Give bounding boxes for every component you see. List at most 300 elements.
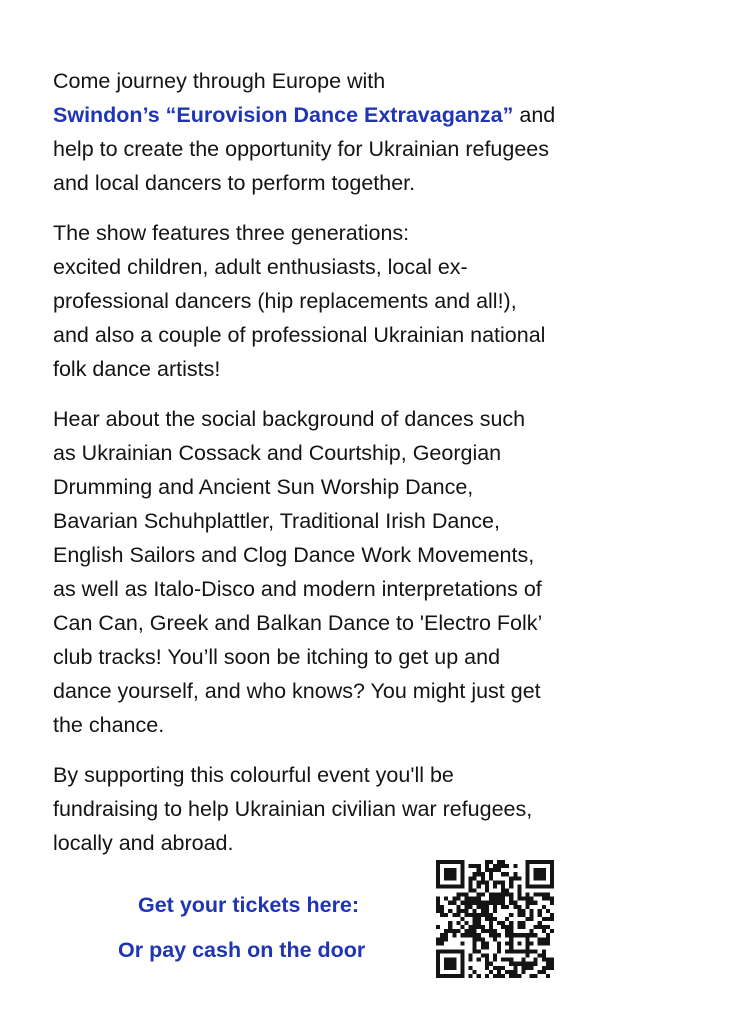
qr-module bbox=[509, 958, 513, 962]
qr-module bbox=[550, 897, 554, 901]
qr-module bbox=[485, 958, 489, 962]
qr-module bbox=[469, 933, 473, 937]
qr-module bbox=[448, 962, 452, 966]
qr-module bbox=[452, 860, 456, 864]
qr-module bbox=[464, 921, 468, 925]
qr-module bbox=[440, 933, 444, 937]
qr-module bbox=[505, 905, 509, 909]
qr-module bbox=[517, 909, 521, 913]
text-line: and also a couple of professional Ukrainian national bbox=[53, 323, 546, 347]
intro-paragraph bbox=[53, 64, 703, 200]
qr-module bbox=[473, 970, 477, 974]
qr-module bbox=[526, 945, 530, 949]
qr-module bbox=[526, 917, 530, 921]
qr-module bbox=[460, 958, 464, 962]
qr-module bbox=[517, 884, 521, 888]
qr-module bbox=[542, 950, 546, 954]
qr-module bbox=[448, 876, 452, 880]
qr-module bbox=[513, 901, 517, 905]
text-line: help to create the opportunity for Ukrainian refugees bbox=[53, 137, 549, 161]
qr-module bbox=[521, 921, 525, 925]
qr-module bbox=[469, 884, 473, 888]
qr-module bbox=[477, 872, 481, 876]
qr-module bbox=[473, 925, 477, 929]
qr-module bbox=[440, 909, 444, 913]
qr-module bbox=[534, 974, 538, 978]
qr-module bbox=[497, 868, 501, 872]
qr-module bbox=[534, 893, 538, 897]
qr-module bbox=[538, 925, 542, 929]
qr-module bbox=[460, 893, 464, 897]
qr-module bbox=[485, 909, 489, 913]
qr-module bbox=[526, 901, 530, 905]
qr-module bbox=[469, 897, 473, 901]
qr-module bbox=[530, 941, 534, 945]
qr-module bbox=[481, 876, 485, 880]
qr-module bbox=[448, 921, 452, 925]
qr-module bbox=[530, 974, 534, 978]
qr-module bbox=[493, 909, 497, 913]
qr-module bbox=[526, 864, 530, 868]
qr-module bbox=[526, 941, 530, 945]
qr-module bbox=[530, 966, 534, 970]
qr-module bbox=[505, 929, 509, 933]
qr-module bbox=[485, 929, 489, 933]
qr-module bbox=[550, 872, 554, 876]
qr-module bbox=[493, 901, 497, 905]
qr-module bbox=[509, 937, 513, 941]
qr-module bbox=[538, 884, 542, 888]
qr-module bbox=[542, 929, 546, 933]
qr-module bbox=[436, 941, 440, 945]
qr-module bbox=[505, 917, 509, 921]
qr-module bbox=[473, 929, 477, 933]
qr-module bbox=[509, 925, 513, 929]
qr-module bbox=[489, 925, 493, 929]
qr-module bbox=[456, 913, 460, 917]
qr-module bbox=[542, 970, 546, 974]
qr-module bbox=[436, 950, 440, 954]
qr-module bbox=[526, 933, 530, 937]
qr-module bbox=[546, 941, 550, 945]
qr-module bbox=[485, 966, 489, 970]
text-line: excited children, adult enthusiasts, local ex- bbox=[53, 255, 468, 279]
qr-module bbox=[477, 913, 481, 917]
qr-module bbox=[546, 933, 550, 937]
qr-module bbox=[444, 913, 448, 917]
qr-module bbox=[448, 884, 452, 888]
qr-module bbox=[526, 905, 530, 909]
qr-module bbox=[505, 933, 509, 937]
qr-module bbox=[538, 913, 542, 917]
qr-module bbox=[505, 888, 509, 892]
qr-module bbox=[485, 962, 489, 966]
qr-module bbox=[501, 925, 505, 929]
text-line: By supporting this colourful event you'll be bbox=[53, 763, 454, 787]
qr-module bbox=[477, 893, 481, 897]
qr-module bbox=[489, 876, 493, 880]
qr-module bbox=[521, 970, 525, 974]
qr-module bbox=[436, 925, 440, 929]
qr-module bbox=[473, 913, 477, 917]
qr-module bbox=[444, 962, 448, 966]
qr-module bbox=[501, 905, 505, 909]
qr-module bbox=[538, 954, 542, 958]
qr-module bbox=[526, 954, 530, 958]
qr-module bbox=[509, 933, 513, 937]
qr-module bbox=[436, 860, 440, 864]
qr-module bbox=[460, 880, 464, 884]
qr-module bbox=[509, 962, 513, 966]
qr-module bbox=[460, 884, 464, 888]
text-line: dance yourself, and who knows? You might just get bbox=[53, 679, 541, 703]
qr-module bbox=[481, 909, 485, 913]
qr-module bbox=[460, 933, 464, 937]
qr-module bbox=[501, 860, 505, 864]
qr-module bbox=[534, 901, 538, 905]
qr-module bbox=[505, 941, 509, 945]
qr-module bbox=[452, 962, 456, 966]
qr-module bbox=[493, 880, 497, 884]
qr-module bbox=[497, 950, 501, 954]
qr-module bbox=[469, 913, 473, 917]
qr-module bbox=[542, 872, 546, 876]
qr-module bbox=[505, 950, 509, 954]
qr-module bbox=[460, 876, 464, 880]
qr-module bbox=[526, 962, 530, 966]
qr-module bbox=[444, 933, 448, 937]
text-line: as Ukrainian Cossack and Courtship, Georgian bbox=[53, 441, 502, 465]
qr-module bbox=[493, 905, 497, 909]
qr-module bbox=[464, 901, 468, 905]
qr-module bbox=[493, 966, 497, 970]
qr-module bbox=[456, 897, 460, 901]
qr-module bbox=[517, 925, 521, 929]
qr-module bbox=[489, 860, 493, 864]
dances-paragraph bbox=[53, 402, 703, 742]
qr-module bbox=[538, 909, 542, 913]
qr-module bbox=[473, 933, 477, 937]
qr-module bbox=[473, 937, 477, 941]
qr-module bbox=[538, 921, 542, 925]
qr-module bbox=[481, 925, 485, 929]
qr-module bbox=[501, 966, 505, 970]
qr-module bbox=[521, 933, 525, 937]
flyer-body bbox=[53, 64, 703, 876]
qr-module bbox=[530, 909, 534, 913]
qr-module bbox=[501, 872, 505, 876]
qr-module bbox=[501, 893, 505, 897]
qr-module bbox=[444, 897, 448, 901]
qr-module bbox=[521, 966, 525, 970]
qr-module bbox=[477, 925, 481, 929]
qr-module bbox=[534, 884, 538, 888]
qr-module bbox=[497, 880, 501, 884]
qr-module bbox=[538, 872, 542, 876]
qr-module bbox=[452, 901, 456, 905]
qr-module bbox=[485, 888, 489, 892]
qr-module bbox=[517, 897, 521, 901]
text-line: The show features three generations: bbox=[53, 221, 410, 245]
tickets-link[interactable]: Get your tickets here: bbox=[138, 893, 360, 917]
qr-module bbox=[538, 860, 542, 864]
qr-module bbox=[444, 872, 448, 876]
qr-module bbox=[436, 897, 440, 901]
qr-module bbox=[497, 970, 501, 974]
qr-module bbox=[534, 933, 538, 937]
qr-module bbox=[534, 860, 538, 864]
qr-module bbox=[509, 913, 513, 917]
qr-module bbox=[489, 893, 493, 897]
qr-module bbox=[460, 925, 464, 929]
qr-module bbox=[538, 970, 542, 974]
qr-module bbox=[485, 941, 489, 945]
qr-module bbox=[542, 884, 546, 888]
qr-module bbox=[460, 872, 464, 876]
qr-module bbox=[521, 950, 525, 954]
qr-module bbox=[481, 941, 485, 945]
qr-module bbox=[489, 897, 493, 901]
qr-module bbox=[530, 917, 534, 921]
qr-module bbox=[509, 970, 513, 974]
qr-module bbox=[501, 880, 505, 884]
qr-module bbox=[542, 876, 546, 880]
qr-module bbox=[452, 958, 456, 962]
qr-module bbox=[521, 962, 525, 966]
qr-module bbox=[534, 962, 538, 966]
qr-module bbox=[546, 884, 550, 888]
qr-module bbox=[489, 929, 493, 933]
qr-module bbox=[546, 962, 550, 966]
qr-module bbox=[542, 897, 546, 901]
text-line: English Sailors and Clog Dance Work Movements, bbox=[53, 543, 535, 567]
qr-module bbox=[493, 929, 497, 933]
qr-module bbox=[550, 880, 554, 884]
qr-module bbox=[509, 901, 513, 905]
text-line: and local dancers to perform together. bbox=[53, 171, 416, 195]
qr-module bbox=[542, 954, 546, 958]
qr-module bbox=[513, 966, 517, 970]
qr-module bbox=[509, 945, 513, 949]
qr-module bbox=[469, 929, 473, 933]
qr-module bbox=[542, 868, 546, 872]
text-line: as well as Italo-Disco and modern interpretations of bbox=[53, 577, 542, 601]
qr-module bbox=[473, 917, 477, 921]
text-line: fundraising to help Ukrainian civilian war refugees, bbox=[53, 797, 533, 821]
qr-module bbox=[538, 893, 542, 897]
qr-module bbox=[485, 864, 489, 868]
qr-module bbox=[517, 913, 521, 917]
qr-module bbox=[513, 933, 517, 937]
qr-module bbox=[436, 974, 440, 978]
qr-module bbox=[542, 917, 546, 921]
qr-module bbox=[546, 909, 550, 913]
qr-module bbox=[440, 950, 444, 954]
qr-module bbox=[513, 864, 517, 868]
qr-module bbox=[436, 970, 440, 974]
qr-module bbox=[501, 921, 505, 925]
qr-module bbox=[530, 897, 534, 901]
qr-module bbox=[517, 921, 521, 925]
qr-module bbox=[436, 864, 440, 868]
qr-module bbox=[505, 893, 509, 897]
qr-module bbox=[456, 974, 460, 978]
qr-module bbox=[550, 958, 554, 962]
qr-module bbox=[526, 868, 530, 872]
qr-module bbox=[534, 868, 538, 872]
event-name: Swindon’s “Eurovision Dance Extravaganza” bbox=[53, 103, 514, 127]
qr-module bbox=[517, 974, 521, 978]
qr-module bbox=[489, 913, 493, 917]
qr-module bbox=[485, 974, 489, 978]
qr-module bbox=[452, 950, 456, 954]
qr-module bbox=[526, 860, 530, 864]
qr-module bbox=[452, 966, 456, 970]
text-line: club tracks! You’ll soon be itching to get up and bbox=[53, 645, 501, 669]
qr-module bbox=[444, 966, 448, 970]
qr-module bbox=[550, 860, 554, 864]
qr-module bbox=[464, 893, 468, 897]
qr-module bbox=[440, 941, 444, 945]
qr-code-icon[interactable] bbox=[436, 860, 554, 978]
qr-module bbox=[456, 893, 460, 897]
qr-module bbox=[456, 905, 460, 909]
qr-module bbox=[469, 974, 473, 978]
qr-module bbox=[485, 945, 489, 949]
qr-module bbox=[477, 864, 481, 868]
qr-module bbox=[452, 876, 456, 880]
qr-module bbox=[530, 950, 534, 954]
qr-module bbox=[501, 864, 505, 868]
qr-module bbox=[505, 872, 509, 876]
qr-module bbox=[464, 897, 468, 901]
qr-module bbox=[481, 893, 485, 897]
qr-module bbox=[550, 929, 554, 933]
qr-module bbox=[521, 909, 525, 913]
qr-module bbox=[477, 933, 481, 937]
qr-module bbox=[448, 929, 452, 933]
qr-module bbox=[444, 958, 448, 962]
qr-module bbox=[456, 921, 460, 925]
qr-module bbox=[513, 905, 517, 909]
qr-module bbox=[473, 945, 477, 949]
qr-module bbox=[481, 905, 485, 909]
qr-module bbox=[464, 933, 468, 937]
qr-module bbox=[530, 901, 534, 905]
qr-module bbox=[497, 974, 501, 978]
qr-module bbox=[444, 950, 448, 954]
qr-module bbox=[493, 954, 497, 958]
qr-module bbox=[452, 897, 456, 901]
qr-module bbox=[477, 905, 481, 909]
qr-module bbox=[497, 921, 501, 925]
qr-module bbox=[456, 884, 460, 888]
qr-module bbox=[469, 905, 473, 909]
qr-module bbox=[440, 974, 444, 978]
qr-module bbox=[517, 962, 521, 966]
qr-module bbox=[526, 937, 530, 941]
qr-module bbox=[444, 937, 448, 941]
qr-module bbox=[448, 872, 452, 876]
qr-module bbox=[452, 913, 456, 917]
text-line: Come journey through Europe with bbox=[53, 69, 386, 93]
qr-module bbox=[444, 884, 448, 888]
qr-module bbox=[546, 974, 550, 978]
qr-module bbox=[485, 860, 489, 864]
qr-module bbox=[460, 864, 464, 868]
qr-module bbox=[505, 925, 509, 929]
qr-module bbox=[436, 905, 440, 909]
qr-module bbox=[460, 974, 464, 978]
qr-module bbox=[460, 950, 464, 954]
qr-module bbox=[534, 876, 538, 880]
qr-module bbox=[477, 901, 481, 905]
qr-module bbox=[452, 868, 456, 872]
qr-module bbox=[526, 893, 530, 897]
qr-module bbox=[477, 868, 481, 872]
qr-module bbox=[497, 933, 501, 937]
qr-module bbox=[456, 950, 460, 954]
qr-module bbox=[489, 872, 493, 876]
qr-module bbox=[513, 962, 517, 966]
qr-module bbox=[464, 905, 468, 909]
qr-module bbox=[542, 905, 546, 909]
text-line: the chance. bbox=[53, 713, 165, 737]
qr-module bbox=[481, 913, 485, 917]
qr-module bbox=[460, 962, 464, 966]
qr-module bbox=[469, 954, 473, 958]
qr-module bbox=[448, 868, 452, 872]
qr-module bbox=[513, 970, 517, 974]
qr-module bbox=[534, 872, 538, 876]
qr-module bbox=[469, 864, 473, 868]
qr-module bbox=[509, 941, 513, 945]
qr-module bbox=[436, 872, 440, 876]
qr-module bbox=[530, 962, 534, 966]
qr-module bbox=[521, 913, 525, 917]
qr-module bbox=[501, 884, 505, 888]
qr-module bbox=[493, 868, 497, 872]
qr-module bbox=[546, 860, 550, 864]
qr-module bbox=[501, 888, 505, 892]
qr-module bbox=[501, 958, 505, 962]
qr-module bbox=[526, 876, 530, 880]
qr-module bbox=[477, 880, 481, 884]
text-line: Can Can, Greek and Balkan Dance to 'Electro Folk’ bbox=[53, 611, 543, 635]
qr-module bbox=[436, 880, 440, 884]
fundraising-paragraph bbox=[53, 758, 703, 860]
qr-module bbox=[526, 884, 530, 888]
qr-module bbox=[460, 909, 464, 913]
qr-module bbox=[440, 860, 444, 864]
qr-module bbox=[473, 864, 477, 868]
qr-module bbox=[497, 864, 501, 868]
qr-module bbox=[517, 893, 521, 897]
qr-module bbox=[477, 937, 481, 941]
qr-module bbox=[440, 913, 444, 917]
qr-module bbox=[497, 945, 501, 949]
qr-module bbox=[497, 941, 501, 945]
qr-module bbox=[485, 901, 489, 905]
qr-module bbox=[456, 929, 460, 933]
qr-module bbox=[517, 888, 521, 892]
qr-module bbox=[444, 868, 448, 872]
qr-module bbox=[546, 958, 550, 962]
qr-module bbox=[460, 901, 464, 905]
qr-module bbox=[526, 966, 530, 970]
qr-module bbox=[440, 905, 444, 909]
qr-module bbox=[460, 970, 464, 974]
